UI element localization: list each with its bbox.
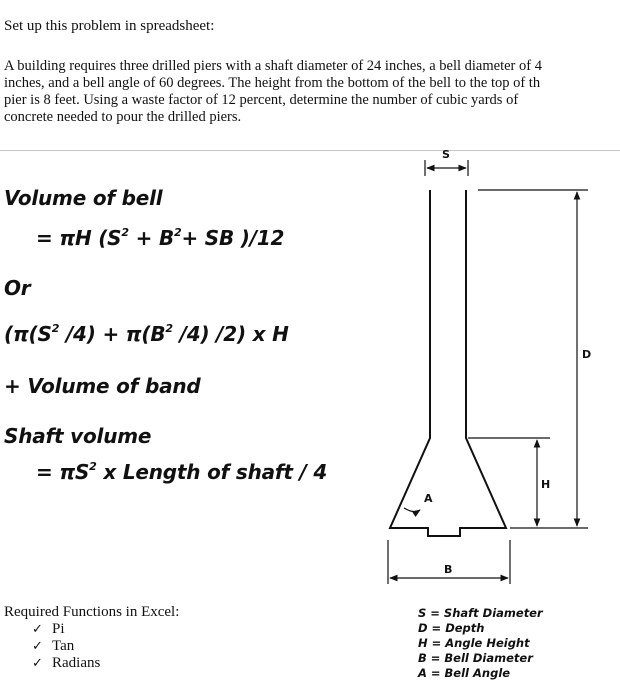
bell-volume-title: Volume of bell [4,186,163,210]
legend-item: D = Depth [418,621,485,635]
bell-volume-equation: = πH ($S^2 + B^2+$ SB )/12 [36,226,285,250]
problem-line: inches, and a bell angle of 60 degrees. The height from the bottom of the bell to the top of th [4,75,541,91]
list-item: ✓ Tan [32,638,75,654]
shaft-volume-title: Shaft volume [4,424,152,448]
list-item: ✓ Radians [32,655,101,671]
angle-arc [404,508,420,512]
label-b: B [444,563,453,576]
list-item: ✓ Pi [32,621,65,637]
check-icon: ✓ [32,656,43,671]
heading: Set up this problem in spreadsheet: [4,18,215,34]
or-label: Or [4,276,31,300]
label-h: H [541,478,551,491]
problem-line: A building requires three drilled piers with a shaft diameter of 24 inches, a bell diameter of 4 [4,58,542,74]
diagram-legend [418,606,543,681]
legend-item: S = Shaft Diameter [418,606,543,620]
label-a: A [424,492,433,505]
pier-outline [390,190,506,536]
check-icon: ✓ [32,639,43,654]
shaft-volume-equation: = $\pi S^2$ x Length of shaft / 4 [36,460,328,484]
problem-line: concrete needed to pour the drilled piers. [4,109,242,125]
required-title: Required Functions in Excel: [4,604,180,620]
band-volume-line: + Volume of band [4,374,201,398]
alternate-bell-equation: ($\pi(S^2$ $/4) + \pi(B^2$ /4) /2) x H [4,322,289,346]
legend-item: H = Angle Height [418,636,530,650]
required-functions [4,604,179,672]
label-s: S [442,148,450,161]
label-d: D [582,348,592,361]
check-icon: ✓ [32,622,43,637]
legend-item: A = Bell Angle [418,666,511,680]
problem-line: pier is 8 feet. Using a waste factor of 12 percent, determine the number of cubic yards of [4,92,519,108]
legend-item: B = Bell Diameter [418,651,533,665]
